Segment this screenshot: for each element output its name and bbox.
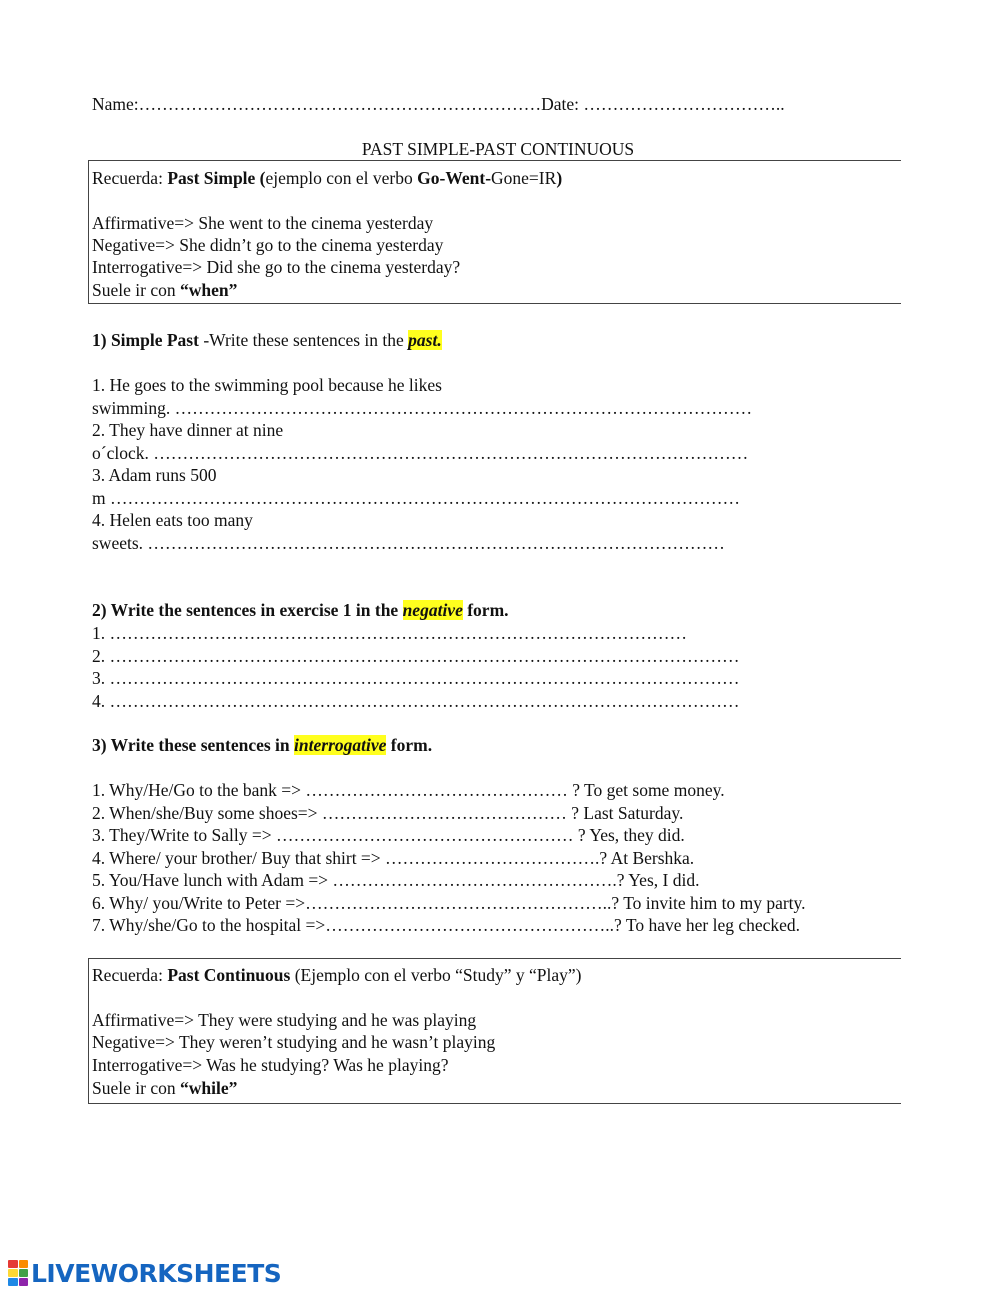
logo-square (19, 1278, 29, 1286)
past-simple-reminder-title: Recuerda: Past Simple (ejemplo con el verbo Go-Went-Gone=IR) (92, 168, 563, 188)
exercise-3-item-2[interactable]: 2. When/she/Buy some shoes=> …………………………………… ? Last Saturday. (92, 803, 684, 823)
exercise-3-heading: 3) Write these sentences in interrogative form. (92, 735, 433, 755)
past-continuous-negative: Negative=> They weren’t studying and he wasn’t playing (92, 1032, 496, 1052)
exercise-1-item-1-answer[interactable]: swimming. ……………………………………………………………………………………… (92, 398, 753, 418)
exercise-2-heading: 2) Write the sentences in exercise 1 in the negative form. (92, 600, 509, 620)
past-simple-suele: Suele ir con “when” (92, 280, 238, 300)
past-simple-affirmative: Affirmative=> She went to the cinema yesterday (92, 213, 434, 233)
logo-square (8, 1278, 18, 1286)
liveworksheets-logo[interactable] (8, 1258, 281, 1288)
name-date-line[interactable]: Name:……………………………………………………………Date: …………………………….. (92, 94, 785, 114)
exercise-3-item-3[interactable]: 3. They/Write to Sally => …………………………………………… ? Yes, they did. (92, 825, 685, 845)
exercise-1-item-3-answer[interactable]: m ……………………………………………………………………………………………… (92, 488, 740, 508)
exercise-1-heading: 1) Simple Past -Write these sentences in the past. (92, 330, 442, 350)
liveworksheets-logo-text: LIVEWORKSHEETS (31, 1258, 282, 1288)
logo-square (19, 1260, 29, 1268)
past-simple-negative: Negative=> She didn’t go to the cinema yesterday (92, 235, 444, 255)
exercise-3-item-4[interactable]: 4. Where/ your brother/ Buy that shirt => ……………………………….? At Bershka. (92, 848, 695, 868)
past-simple-interrogative: Interrogative=> Did she go to the cinema yesterday? (92, 257, 461, 277)
exercise-1-item-3-prompt: 3. Adam runs 500 (92, 465, 217, 485)
past-continuous-reminder-title: Recuerda: Past Continuous (Ejemplo con el verbo “Study” y “Play”) (92, 965, 582, 985)
logo-square (8, 1260, 18, 1268)
worksheet-title: PAST SIMPLE-PAST CONTINUOUS (361, 139, 635, 159)
logo-square (19, 1269, 29, 1277)
exercise-1-item-1-prompt: 1. He goes to the swimming pool because he likes (92, 375, 442, 395)
exercise-1-item-4-answer[interactable]: sweets. ……………………………………………………………………………………… (92, 533, 725, 553)
exercise-3-item-6[interactable]: 6. Why/ you/Write to Peter =>……………………………………………..? To invite him to my party. (92, 893, 806, 913)
exercise-3-item-1[interactable]: 1. Why/He/Go to the bank => ……………………………………… ? To get some money. (92, 780, 725, 800)
logo-square (8, 1269, 18, 1277)
exercise-3-item-7[interactable]: 7. Why/she/Go to the hospital =>…………………………………………..? To have her leg checked. (92, 915, 801, 935)
exercise-3-item-5[interactable]: 5. You/Have lunch with Adam => ………………………………………….? Yes, I did. (92, 870, 700, 890)
past-continuous-interrogative: Interrogative=> Was he studying? Was he playing? (92, 1055, 449, 1075)
exercise-2-item-1[interactable]: 1. ……………………………………………………………………………………… (92, 623, 687, 643)
exercise-2-item-3[interactable]: 3. ……………………………………………………………………………………………… (92, 668, 740, 688)
exercise-1-item-4-prompt: 4. Helen eats too many (92, 510, 253, 530)
past-continuous-suele: Suele ir con “while” (92, 1078, 238, 1098)
exercise-1-item-2-answer[interactable]: o´clock. ………………………………………………………………………………………… (92, 443, 749, 463)
exercise-2-item-4[interactable]: 4. ……………………………………………………………………………………………… (92, 691, 740, 711)
liveworksheets-logo-icon (8, 1260, 28, 1286)
exercise-2-item-2[interactable]: 2. ……………………………………………………………………………………………… (92, 646, 740, 666)
exercise-1-item-2-prompt: 2. They have dinner at nine (92, 420, 284, 440)
past-continuous-affirmative: Affirmative=> They were studying and he was playing (92, 1010, 477, 1030)
